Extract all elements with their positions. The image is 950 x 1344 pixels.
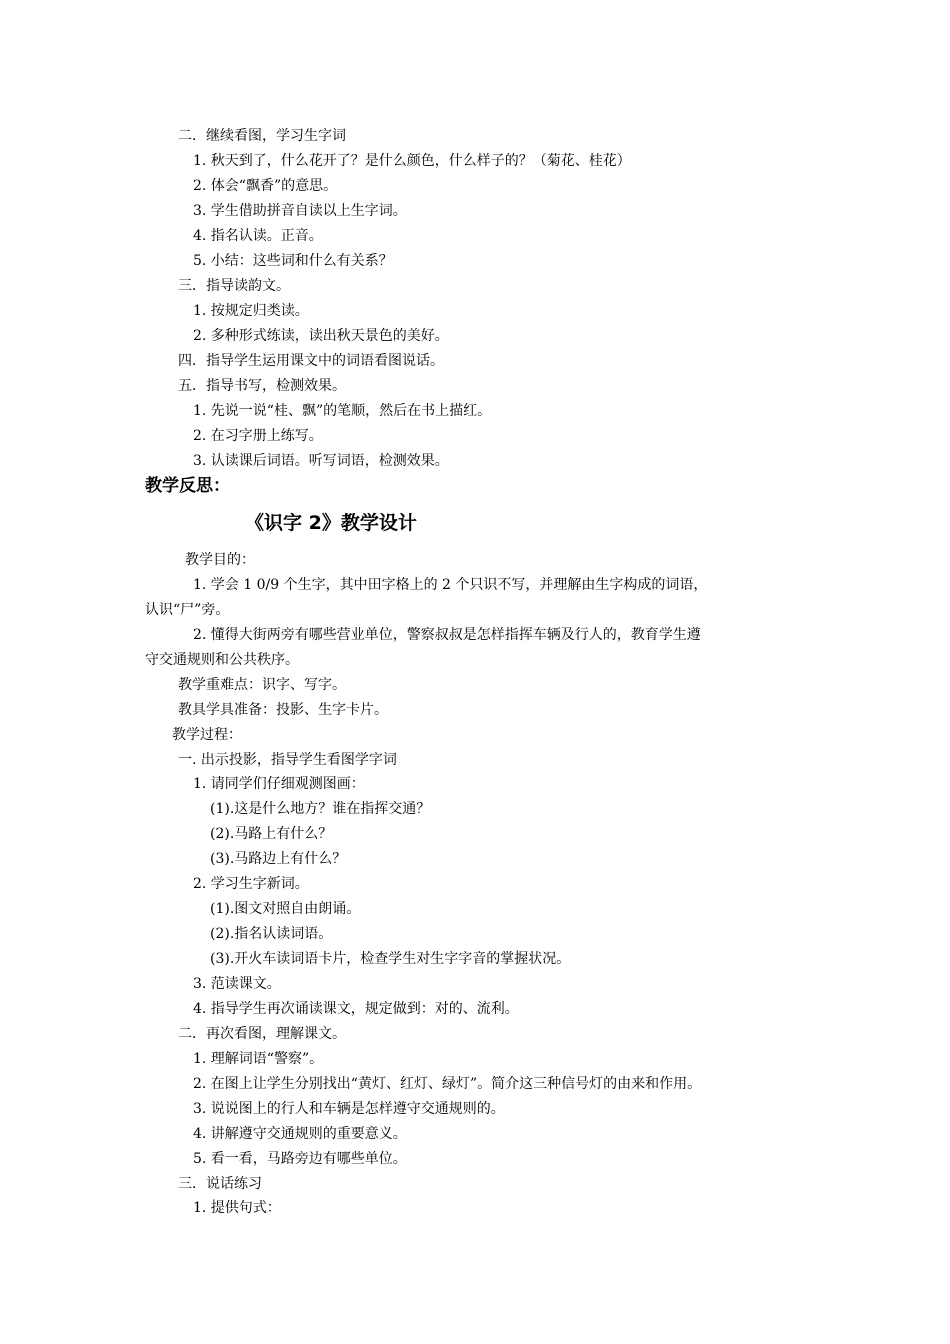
- sub-step-item: (2).指名认读词语。: [210, 926, 333, 942]
- step-item: 3. 范读课文。: [193, 976, 281, 992]
- step-heading: 五．指导书写，检测效果。: [178, 378, 346, 394]
- step-item: 2. 在习字册上练写。: [193, 428, 323, 444]
- step-heading: 三．说话练习: [178, 1176, 262, 1192]
- reflection-heading: 教学反思：: [145, 476, 230, 496]
- sub-step-item: (3).马路边上有什么？: [210, 851, 347, 867]
- step-item: 1. 提供句式：: [193, 1200, 281, 1216]
- step-item: 2. 学习生字新词。: [193, 876, 309, 892]
- step-item: 2. 多种形式练读，读出秋天景色的美好。: [193, 328, 449, 344]
- goal-item-continued: 守交通规则和公共秩序。: [145, 652, 299, 668]
- step-heading: 三．指导读韵文。: [178, 278, 290, 294]
- step-item: 1. 理解词语“警察”。: [193, 1051, 324, 1067]
- step-item: 3. 说说图上的行人和车辆是怎样遵守交通规则的。: [193, 1101, 505, 1117]
- sub-step-item: (1).这是什么地方？谁在指挥交通？: [210, 801, 431, 817]
- sub-step-item: (1).图文对照自由朗诵。: [210, 901, 361, 917]
- step-heading: 二．继续看图，学习生字词: [178, 128, 346, 144]
- step-item: 5. 看一看，马路旁边有哪些单位。: [193, 1151, 407, 1167]
- materials: 教具学具准备：投影、生字卡片。: [178, 702, 388, 718]
- design-title: 《识字 2》教学设计: [245, 512, 417, 534]
- step-item: 1. 按规定归类读。: [193, 303, 309, 319]
- step-item: 3. 认读课后词语。听写词语，检测效果。: [193, 453, 449, 469]
- step-item: 4. 指导学生再次诵读课文，规定做到：对的、流利。: [193, 1001, 519, 1017]
- step-item: 4. 讲解遵守交通规则的重要意义。: [193, 1126, 407, 1142]
- step-heading: 一. 出示投影，指导学生看图学字词: [178, 752, 397, 768]
- goal-item: 2. 懂得大街两旁有哪些营业单位，警察叔叔是怎样指挥车辆及行人的，教育学生遵: [193, 627, 701, 643]
- step-heading: 四．指导学生运用课文中的词语看图说话。: [178, 353, 444, 369]
- step-item: 3. 学生借助拼音自读以上生字词。: [193, 203, 407, 219]
- step-item: 2. 体会“飘香”的意思。: [193, 178, 338, 194]
- goal-item-continued: 认识“尸”旁。: [145, 602, 230, 618]
- step-heading: 二．再次看图，理解课文。: [178, 1026, 346, 1042]
- step-item: 2. 在图上让学生分别找出“黄灯、红灯、绿灯”。简介这三种信号灯的由来和作用。: [193, 1076, 702, 1092]
- step-item: 4. 指名认读。正音。: [193, 228, 323, 244]
- step-item: 1. 秋天到了，什么花开了？是什么颜色，什么样子的？（菊花、桂花）: [193, 153, 631, 169]
- sub-step-item: (3).开火车读词语卡片，检查学生对生字字音的掌握状况。: [210, 951, 571, 967]
- goal-item: 1. 学会 1 0/9 个生字，其中田字格上的 2 个只识不写，并理解由生字构成的词语，: [193, 577, 708, 593]
- key-points: 教学重难点：识字、写字。: [178, 677, 346, 693]
- step-item: 5. 小结：这些词和什么有关系？: [193, 253, 393, 269]
- section-label: 教学目的：: [185, 552, 255, 568]
- step-item: 1. 请同学们仔细观测图画：: [193, 776, 365, 792]
- section-label: 教学过程：: [172, 727, 242, 743]
- sub-step-item: (2).马路上有什么？: [210, 826, 333, 842]
- step-item: 1. 先说一说“桂、飘”的笔顺，然后在书上描红。: [193, 403, 492, 419]
